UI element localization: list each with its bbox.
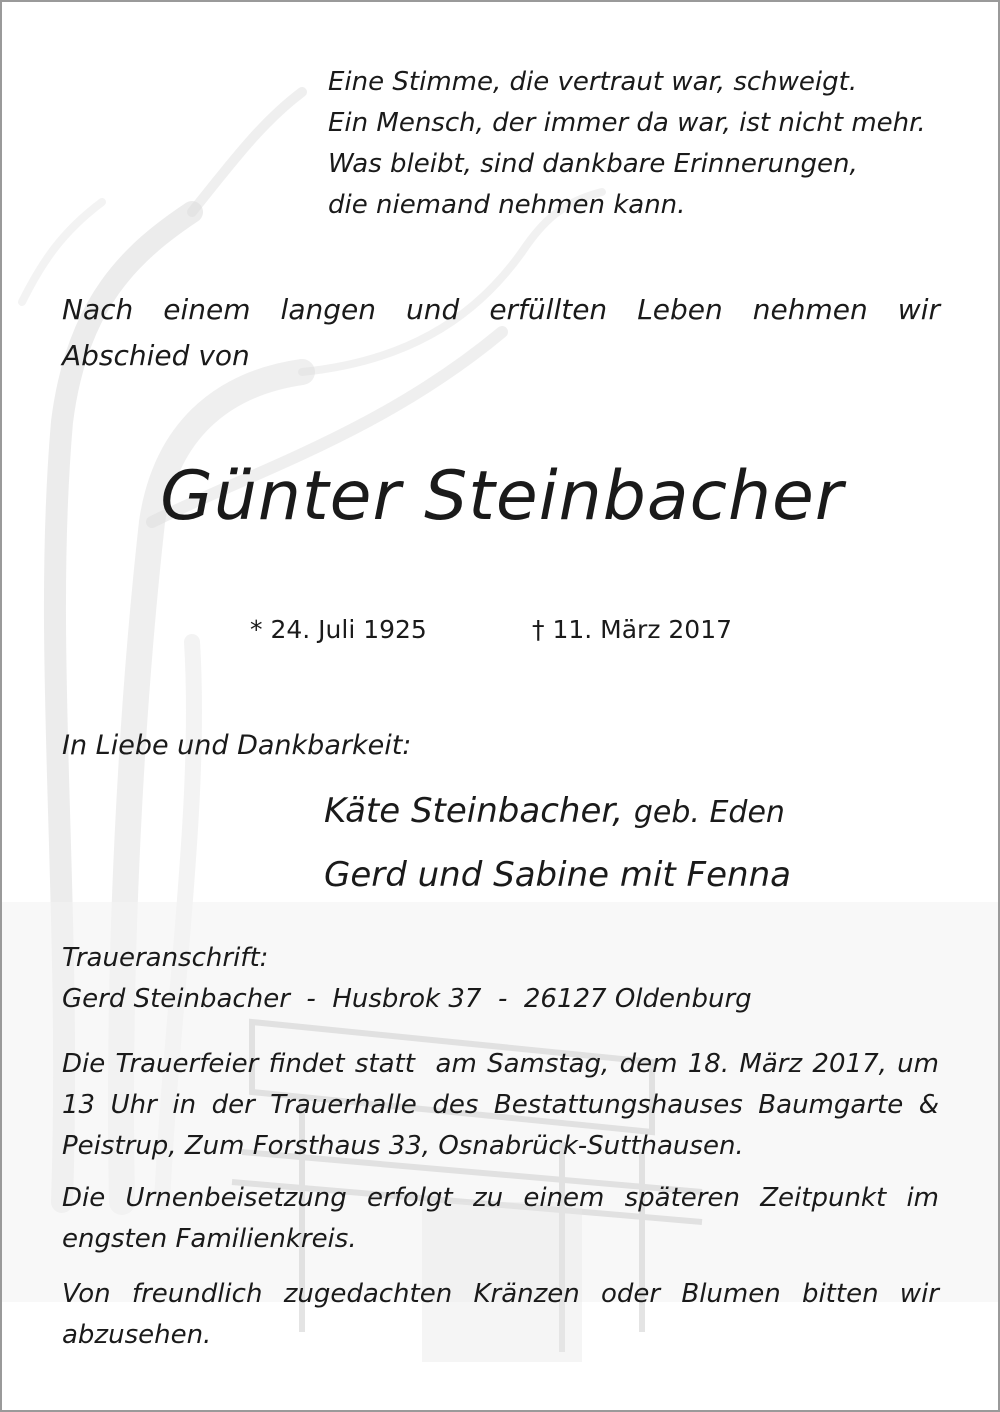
- intro-line: Nach einem langen und erfüllten Leben nehmen wir: [62, 293, 940, 326]
- poem-line: Was bleibt, sind dankbare Erinnerungen,: [328, 149, 858, 179]
- mourning-address: [62, 938, 752, 1020]
- flowers-notice: Von freundlich zugedachten Kränzen oder Blumen bitten wir abzusehen.: [62, 1279, 939, 1350]
- poem-line: Eine Stimme, die vertraut war, schweigt.: [328, 67, 858, 97]
- address-label: Traueranschrift:: [62, 943, 269, 973]
- poem-line: Ein Mensch, der immer da war, ist nicht mehr.: [328, 108, 926, 138]
- address-line: Gerd Steinbacher - Husbrok 37 - 26127 Oldenburg: [62, 984, 752, 1014]
- urn-notice: Die Urnenbeisetzung erfolgt zu einem späteren Zeitpunkt im engsten Familienkreis.: [62, 1183, 939, 1254]
- intro-line: Abschied von: [62, 339, 250, 372]
- spouse-name: Käte Steinbacher,: [324, 791, 624, 831]
- birth-date: * 24. Juli 1925: [250, 615, 427, 644]
- ceremony-notice: Die Trauerfeier findet statt am Samstag, dem 18. März 2017, um 13 Uhr in der Trauerhalle des Bestattungshauses Baumgarte & Peistrup, Zum Forsthaus 33, Osnabrück-Sutthausen.: [62, 1049, 948, 1161]
- spouse-maiden-name: geb. Eden: [633, 795, 785, 830]
- deceased-name: Günter Steinbacher: [160, 457, 844, 536]
- poem-line: die niemand nehmen kann.: [328, 190, 686, 220]
- mourners-intro: In Liebe und Dankbarkeit:: [62, 730, 412, 761]
- poem: [328, 62, 926, 226]
- death-date: † 11. März 2017: [532, 615, 733, 644]
- mourner-spouse: [324, 780, 791, 844]
- mourner-children: Gerd und Sabine mit Fenna: [324, 855, 791, 895]
- intro-text: [62, 287, 940, 379]
- mourners-list: [324, 780, 791, 906]
